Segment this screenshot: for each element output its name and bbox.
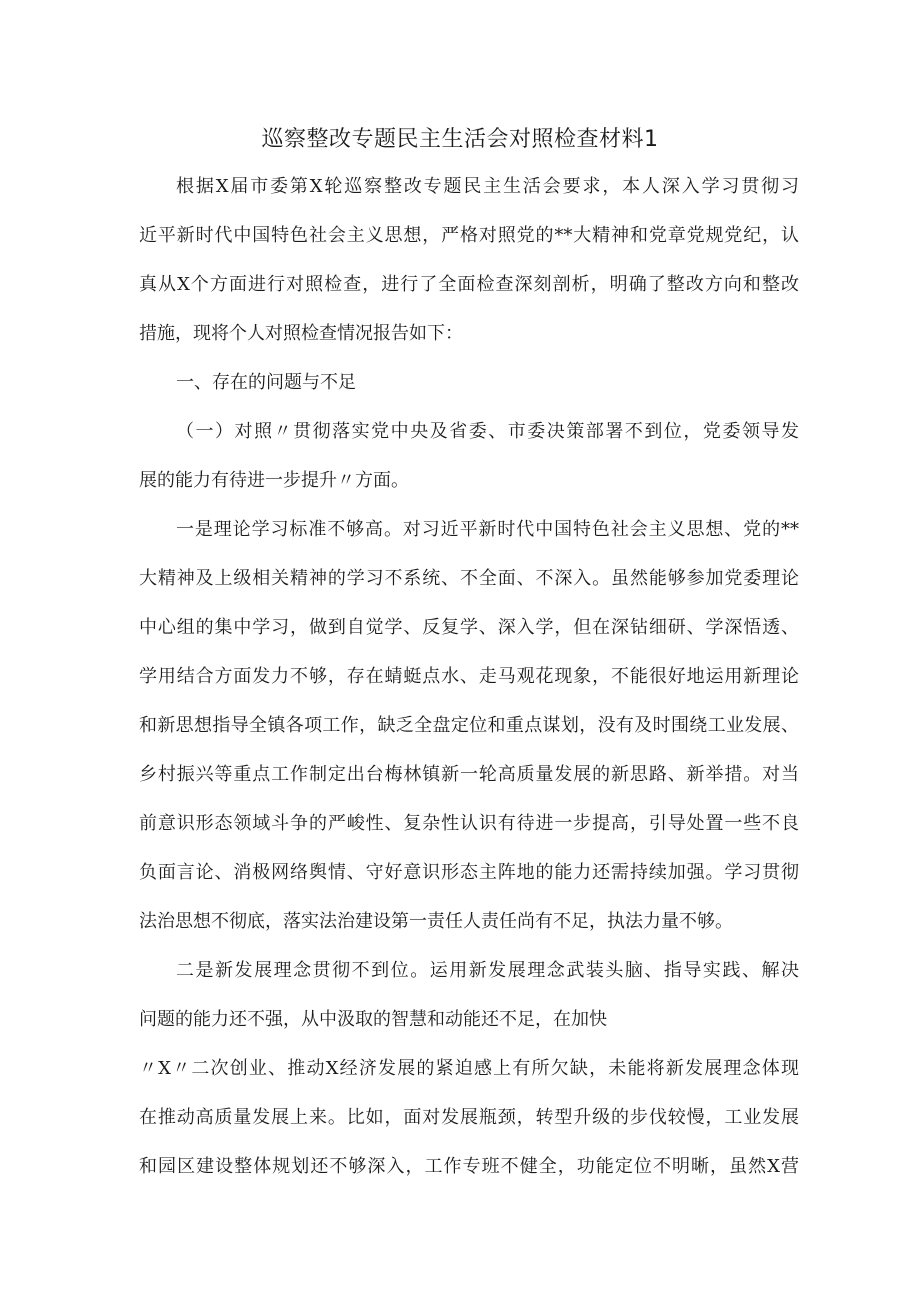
paragraph-line: 法治思想不彻底，落实法治建设第一责任人责任尚有不足，执法力量不够。 [139, 911, 733, 932]
paragraph-line: 在推动高质量发展上来。比如，面对发展瓶颈，转型升级的步伐较慢，工业发展 [139, 1107, 799, 1128]
paragraph-line: 〃X〃二次创业、推动X经济发展的紧迫感上有所欠缺，未能将新发展理念体现 [139, 1058, 799, 1079]
paragraph-line: 二是新发展理念贯彻不到位。运用新发展理念武装头脑、指导实践、解决 [176, 960, 799, 981]
paragraph-line: 负面言论、消极网络舆情、守好意识形态主阵地的能力还需持续加强。学习贯彻 [139, 862, 799, 883]
paragraph-line: 和园区建设整体规划还不够深入，工作专班不健全，功能定位不明晰，虽然X营 [139, 1156, 799, 1177]
paragraph-line: 近平新时代中国特色社会主义思想，严格对照党的**大精神和党章党规党纪，认 [139, 225, 799, 246]
paragraph-line: 一是理论学习标准不够高。对习近平新时代中国特色社会主义思想、党的** [176, 519, 799, 540]
paragraph-line: 措施，现将个人对照检查情况报告如下： [139, 323, 463, 344]
paragraph-line: 问题的能力还不强，从中汲取的智慧和动能还不足，在加快 [139, 1009, 607, 1030]
paragraph-line: 真从X个方面进行对照检查，进行了全面检查深刻剖析，明确了整改方向和整改 [139, 274, 799, 295]
paragraph-line: 前意识形态领域斗争的严峻性、复杂性认识有待进一步提高，引导处置一些不良 [139, 813, 799, 834]
paragraph-line: 中心组的集中学习，做到自觉学、反复学、深入学，但在深钻细研、学深悟透、 [139, 617, 799, 638]
paragraph-line: 乡村振兴等重点工作制定出台梅林镇新一轮高质量发展的新思路、新举措。对当 [139, 764, 799, 785]
document-title: 巡察整改专题民主生活会对照检查材料1 [261, 127, 659, 152]
paragraph-line: 学用结合方面发力不够，存在蜻蜓点水、走马观花现象，不能很好地运用新理论 [139, 666, 799, 687]
subsection-heading-line: 展的能力有待进一步提升〃方面。 [139, 470, 409, 491]
subsection-heading-line: （一）对照〃贯彻落实党中央及省委、市委决策部署不到位，党委领导发 [176, 421, 799, 442]
paragraph-line: 根据X届市委第X轮巡察整改专题民主生活会要求，本人深入学习贯彻习 [176, 176, 799, 197]
section-heading: 一、存在的问题与不足 [176, 372, 356, 393]
paragraph-line: 和新思想指导全镇各项工作，缺乏全盘定位和重点谋划，没有及时围绕工业发展、 [139, 715, 799, 736]
paragraph-line: 大精神及上级相关精神的学习不系统、不全面、不深入。虽然能够参加党委理论 [139, 568, 799, 589]
